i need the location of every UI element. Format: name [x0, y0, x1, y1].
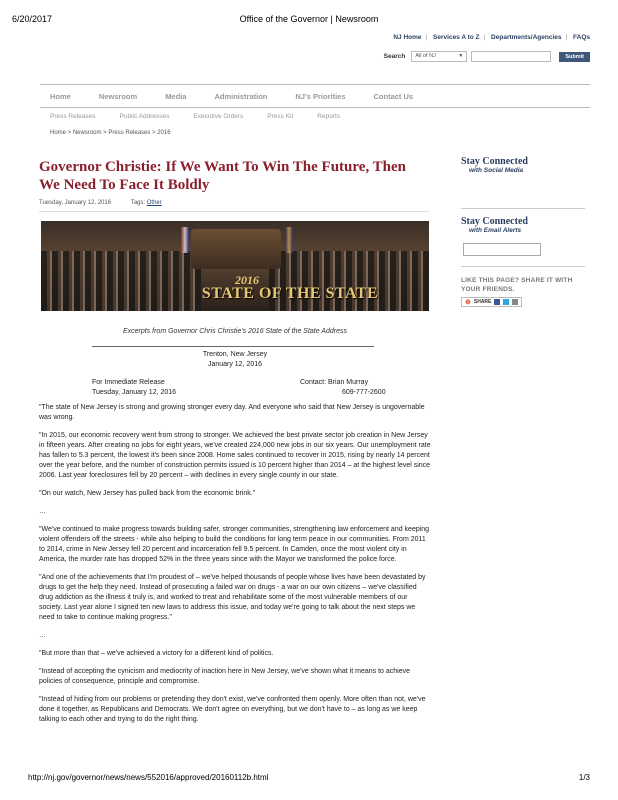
subnav-reports[interactable]: Reports: [317, 113, 341, 120]
share-button[interactable]: [461, 297, 522, 307]
article-date: Tuesday, January 12, 2016: [39, 200, 112, 206]
subnav-public-addresses[interactable]: Public Addresses: [119, 113, 170, 120]
facebook-icon[interactable]: [494, 299, 500, 305]
services-link[interactable]: Services A to Z: [433, 34, 480, 41]
email-signup-input[interactable]: [463, 243, 541, 256]
search-bar: [384, 51, 590, 62]
divider: [461, 266, 585, 267]
state-of-the-state-banner: [41, 221, 429, 311]
paragraph: "On our watch, New Jersey has pulled back from the economic brink.": [39, 490, 256, 497]
social-subheading[interactable]: with Social Media: [469, 167, 524, 174]
contact-info: [300, 378, 386, 398]
email-subheading[interactable]: with Email Alerts: [469, 227, 522, 234]
share-label: SHARE: [473, 299, 492, 305]
paragraph: "Instead of hiding from our problems or pretending they don't exist, we've confronted them openly. More often than not, we've done it together, as Republicans and Democrats. We don't agree on everything, but we don't have to – as long as we keep talking to each other and trying to do the right thing.: [39, 696, 426, 723]
location-date: January 12, 2016: [207, 361, 263, 368]
nav-media[interactable]: Media: [165, 91, 187, 101]
divider: [39, 211, 429, 212]
flag-icon: [181, 227, 189, 253]
twitter-icon[interactable]: [503, 299, 509, 305]
article-body: [39, 403, 431, 733]
paragraph: …: [39, 508, 46, 515]
article-meta: [39, 200, 162, 206]
nav-contact[interactable]: Contact Us: [373, 91, 414, 101]
paragraph: "Instead of accepting the cynicism and mediocrity of inaction here in New Jersey, we've shown what it means to achieve policies of consequence, principle and compromise.: [39, 668, 410, 685]
email-icon[interactable]: [512, 299, 518, 305]
divider: [92, 346, 374, 347]
excerpt-caption: Excerpts from Governor Chris Christie's 2016 State of the State Address: [122, 328, 347, 335]
subnav-press-kit[interactable]: Press Kit: [267, 113, 294, 120]
paragraph: …: [39, 632, 46, 639]
article-tags: [131, 200, 162, 206]
tags-label: Tags:: [130, 200, 146, 206]
primary-nav: [40, 84, 590, 108]
paragraph: "And one of the achievements that I'm proudest of – we've helped thousands of people whose lives have been devastated by drugs to get the help they need. Instead of prosecuting a failed war on drugs - a war on our own citizens – we've classified drug addiction as the illness it truly is, and worked to treat and rehabilitate some of the most vulnerable members of our society. Last year alone I signed ten new laws to address this issue, and today we're going to talk about the next steps we need to take to continue making progress.": [39, 574, 426, 621]
tag-link[interactable]: Other: [146, 200, 162, 206]
breadcrumb[interactable]: Home > Newsroom > Press Releases > 2016: [50, 130, 171, 136]
search-input[interactable]: [471, 51, 551, 62]
banner-title: STATE OF THE STATE: [201, 285, 379, 302]
subnav-executive-orders[interactable]: Executive Orders: [193, 113, 244, 120]
nav-newsroom[interactable]: Newsroom: [98, 91, 138, 101]
utility-links: NJ Home | Services A to Z | Departments/Agencies | FAQs: [393, 34, 590, 41]
submit-button[interactable]: Submit: [559, 52, 590, 62]
email-heading: Stay Connected: [461, 216, 528, 227]
nav-administration[interactable]: Administration: [214, 91, 268, 101]
dateline: [0, 350, 470, 370]
page-title: Governor Christie: If We Want To Win The Future, Then We Need To Face It Boldly: [39, 159, 407, 193]
paragraph: "We've continued to make progress towards building safer, stronger communities, strengthening law enforcement and keeping violent offenders off the streets - while also helping to build the conditions for long term peace in our communities. From 2011 to 2014, crime in New Jersey fell 20 percent and incarceration fell 9.5 percent. In Camden, once the most violent city in America, the murder rate has dropped 52% in the three years since with the Mayor we transformed the police force.: [39, 526, 430, 563]
nj-home-link[interactable]: NJ Home: [393, 34, 422, 41]
print-footer: [28, 773, 590, 782]
release-type: For Immediate Release: [92, 379, 165, 386]
banner-dais: [191, 229, 281, 269]
secondary-nav: [50, 113, 364, 120]
contact-name: Contact: Brian Murray: [300, 379, 369, 386]
page-number: 1/3: [578, 773, 590, 782]
search-scope-select[interactable]: [411, 51, 467, 62]
search-label: Search: [383, 53, 406, 60]
faqs-link[interactable]: FAQs: [573, 34, 590, 41]
search-scope-value: All of NJ: [415, 53, 436, 59]
paragraph: "In 2015, our economic recovery went from strong to stronger. We achieved the best private sector job creation in New Jersey in fifteen years. After creating no jobs for eight years, we've created 224,000 new jobs in our six years. Our unemployment rate has fallen to 5.3 percent, the lowest it's been since 2008. Home sales continued to recover in 2015, rising by nearly 14 percent over the year before, and the number of construction permits issued is 10 percent higher than 2014 – at the highest level since 2006. Last year foreclosures fell by 20 percent – with declines in every single county in our state.: [39, 432, 431, 479]
print-date: 6/20/2017: [12, 14, 53, 24]
nav-priorities[interactable]: NJ's Priorities: [295, 91, 346, 101]
nav-home[interactable]: Home: [50, 91, 71, 101]
share-icon: ⊕: [465, 299, 471, 306]
chevron-down-icon: ▼: [458, 53, 464, 59]
divider: [461, 208, 585, 209]
departments-link[interactable]: Departments/Agencies: [491, 34, 562, 41]
release-date: Tuesday, January 12, 2016: [92, 389, 177, 396]
release-info: [92, 378, 176, 398]
print-title: Office of the Governor | Newsroom: [239, 14, 379, 24]
paragraph: "But more than that – we've achieved a victory for a different kind of politics.: [39, 650, 274, 657]
social-heading: Stay Connected: [461, 156, 528, 167]
paragraph: "The state of New Jersey is strong and growing stronger every day. And everyone who said that New Jersey is ungovernable was wrong.: [39, 404, 425, 421]
location: Trenton, New Jersey: [202, 351, 268, 358]
banner-year: 2016: [235, 273, 259, 287]
subnav-press-releases[interactable]: Press Releases: [50, 113, 96, 120]
page-url: http://nj.gov/governor/news/news/552016/approved/20160112b.html: [28, 773, 269, 782]
flag-icon: [285, 227, 293, 253]
like-share-prompt: LIKE THIS PAGE? SHARE IT WITH YOUR FRIENDS.: [461, 277, 573, 293]
contact-phone: 609-777-2600: [342, 389, 386, 396]
